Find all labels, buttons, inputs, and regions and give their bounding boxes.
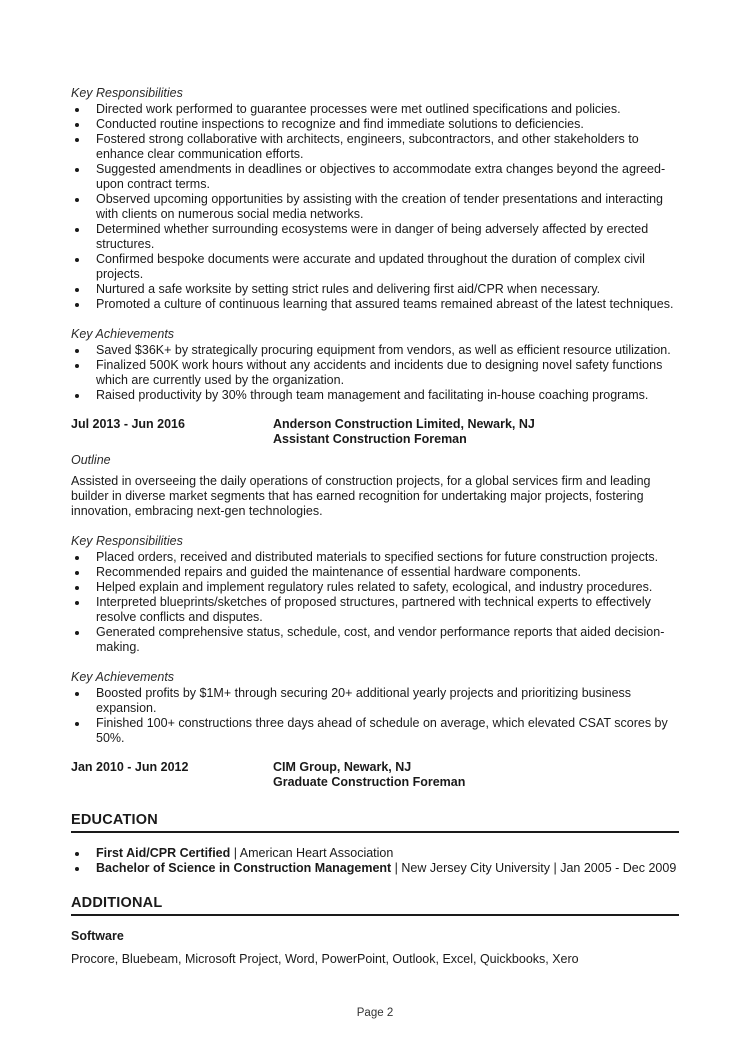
list-item: Conducted routine inspections to recognize and find immediate solutions to deficiencies. [71,117,679,132]
additional-heading: ADDITIONAL [71,896,679,916]
job-company: CIM Group, Newark, NJ [273,760,412,774]
list-item: Suggested amendments in deadlines or objectives to accommodate extra changes beyond the agreed-upon contract terms. [71,162,679,192]
software-heading: Software [71,929,124,943]
job-title: Graduate Construction Foreman [273,775,466,789]
resume-page-2 [71,86,679,967]
list-item: Boosted profits by $1M+ through securing 20+ additional yearly projects and prioritizing business expansion. [71,686,679,716]
list-item: Interpreted blueprints/sketches of proposed structures, partnered with technical experts to effectively resolve conflicts and disputes. [71,595,679,625]
software-list: Procore, Bluebeam, Microsoft Project, Word, PowerPoint, Outlook, Excel, Quickbooks, Xero [71,952,579,966]
education-heading: EDUCATION [71,813,679,833]
job-header [71,417,679,447]
responsibilities-list [71,102,679,312]
list-item: Recommended repairs and guided the maintenance of essential hardware components. [71,565,679,580]
job-info [273,417,535,447]
education-list [71,846,679,876]
page-number: Page 2 [356,1007,394,1019]
achievements-list [71,343,679,403]
education-detail: | New Jersey City University | Jan 2005 - Dec 2009 [391,861,677,875]
outline-heading: Outline [71,453,111,467]
list-item: Raised productivity by 30% through team management and facilitating in-house coaching programs. [71,388,679,403]
list-item: Nurtured a safe worksite by setting strict rules and delivering first aid/CPR when necessary. [71,282,679,297]
job-dates: Jan 2010 - Jun 2012 [71,760,189,774]
job-company: Anderson Construction Limited, Newark, NJ [273,417,535,431]
list-item: Observed upcoming opportunities by assisting with the creation of tender presentations and interacting with clients on numerous social media networks. [71,192,679,222]
key-achievements-heading: Key Achievements [71,670,175,684]
key-achievements-heading: Key Achievements [71,327,175,341]
list-item: Saved $36K+ by strategically procuring equipment from vendors, as well as efficient resource utilization. [71,343,679,358]
list-item: Helped explain and implement regulatory rules related to safety, ecological, and industry procedures. [71,580,679,595]
education-detail: | American Heart Association [230,846,394,860]
job-dates: Jul 2013 - Jun 2016 [71,417,185,431]
list-item [71,861,679,876]
responsibilities-list [71,550,679,655]
list-item: Finished 100+ constructions three days ahead of schedule on average, which elevated CSAT scores by 50%. [71,716,679,746]
list-item: Promoted a culture of continuous learning that assured teams remained abreast of the latest techniques. [71,297,679,312]
job-info [273,760,465,790]
key-responsibilities-heading: Key Responsibilities [71,534,183,548]
outline-text: Assisted in overseeing the daily operations of construction projects, for a global services firm and leading builder in diverse market segments that has earned recognition for undertaking major projects, fostering innovation, embracing next-gen technologies. [71,474,651,518]
list-item: Confirmed bespoke documents were accurate and updated throughout the duration of complex civil projects. [71,252,679,282]
education-section [71,846,679,876]
job-header [71,760,679,790]
list-item: Finalized 500K work hours without any accidents and incidents due to designing novel safety functions which are currently used by the organization. [71,358,679,388]
job-title: Assistant Construction Foreman [273,432,467,446]
list-item: Determined whether surrounding ecosystems were in danger of being adversely affected by erected structures. [71,222,679,252]
list-item: Fostered strong collaborative with architects, engineers, subcontractors, and other stakeholders to enhance clear communication efforts. [71,132,679,162]
list-item: Placed orders, received and distributed materials to specified sections for future construction projects. [71,550,679,565]
key-responsibilities-heading: Key Responsibilities [71,86,183,100]
list-item: Directed work performed to guarantee processes were met outlined specifications and policies. [71,102,679,117]
education-credential: Bachelor of Science in Construction Management [96,861,392,875]
education-credential: First Aid/CPR Certified [96,846,231,860]
list-item [71,846,679,861]
achievements-list [71,686,679,746]
list-item: Generated comprehensive status, schedule, cost, and vendor performance reports that aided decision-making. [71,625,679,655]
